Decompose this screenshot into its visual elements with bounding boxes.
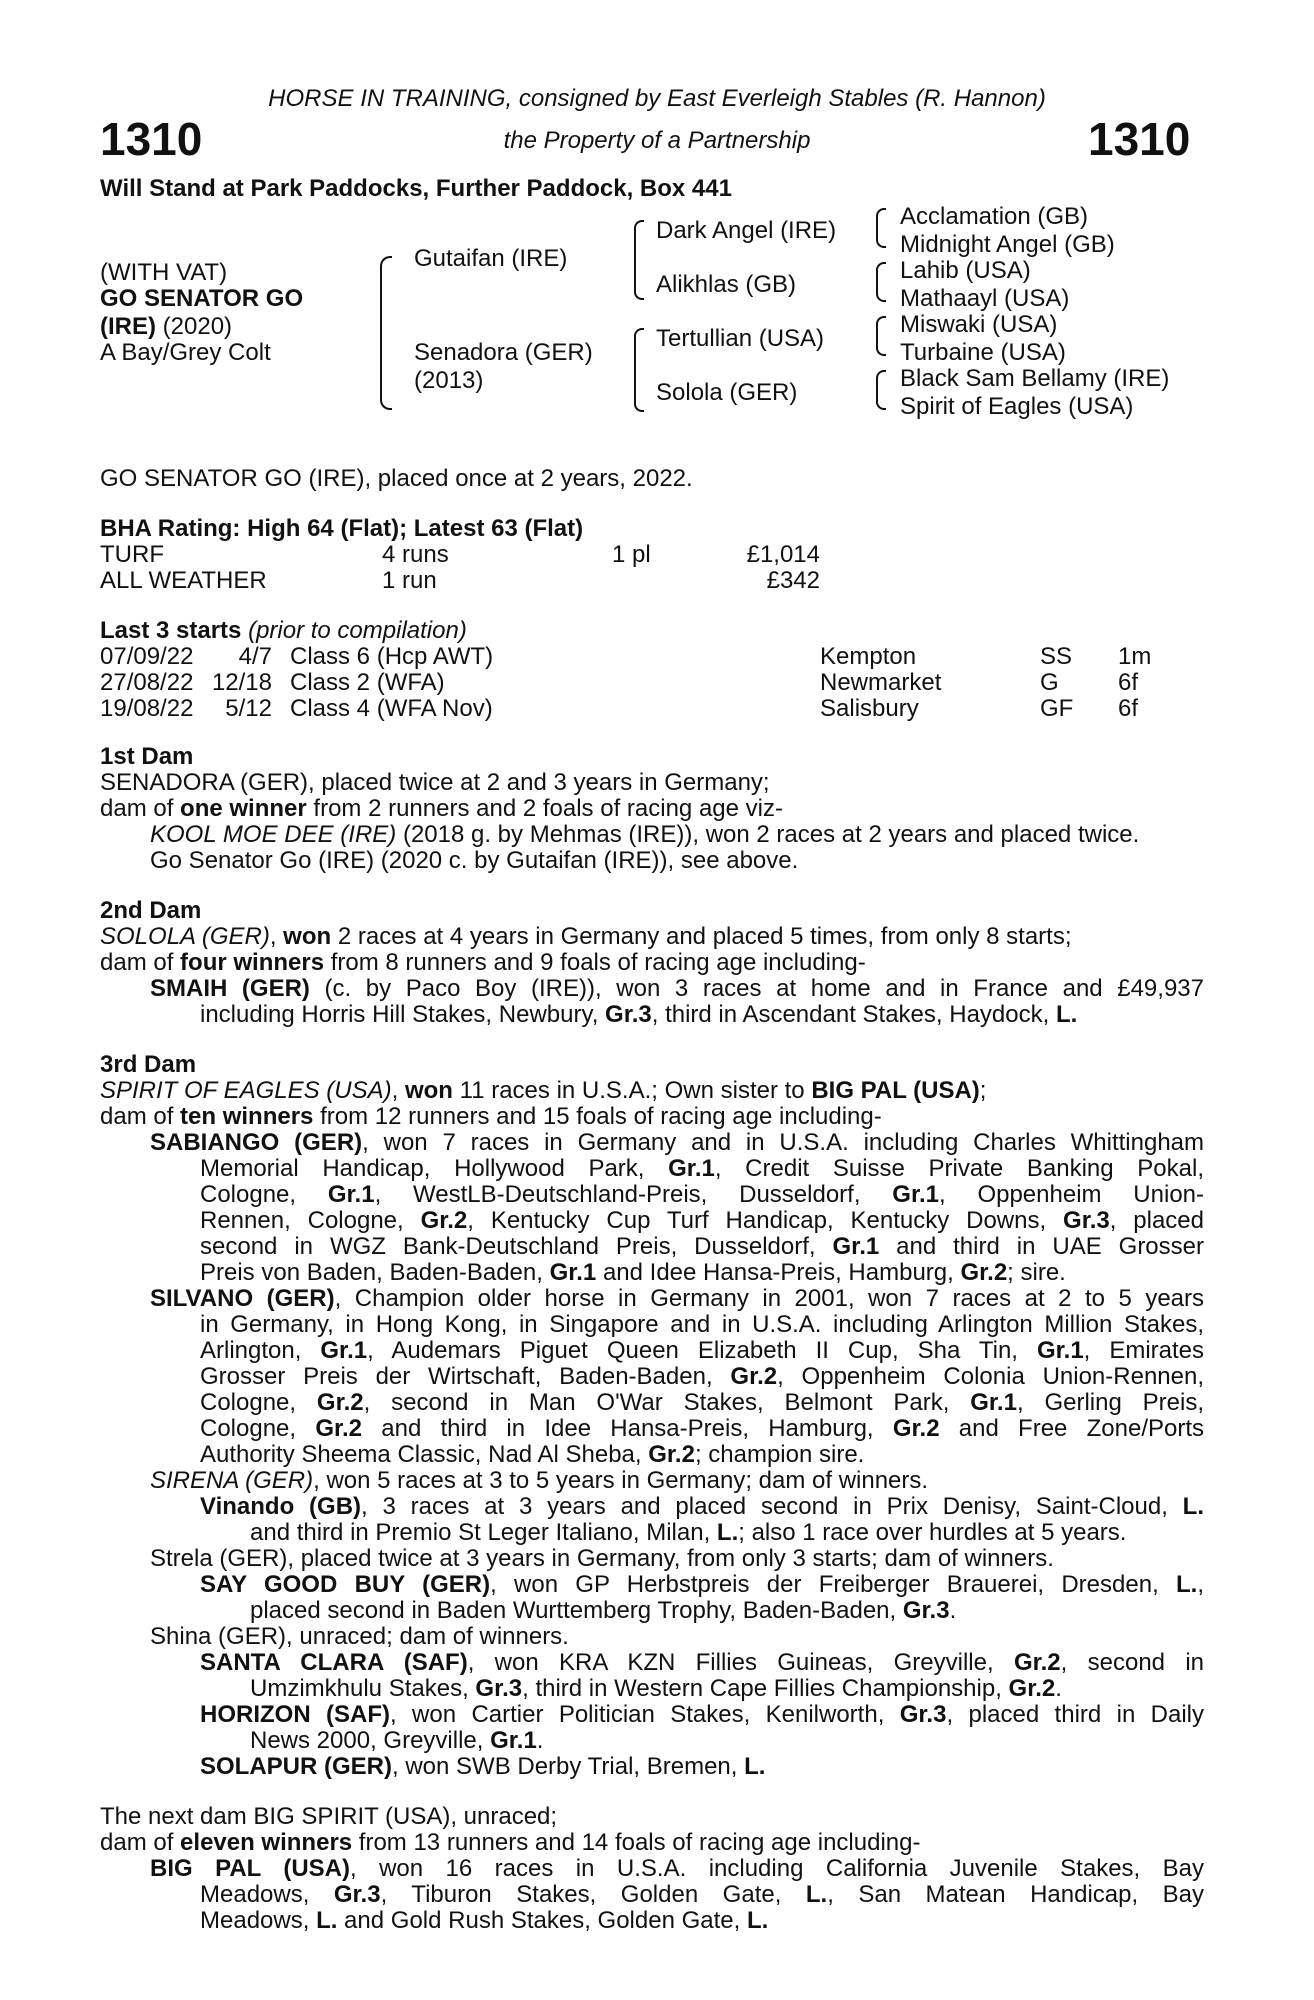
rating-runs: 4 runs [382,541,449,568]
dam3-line: SPIRIT OF EAGLES (USA), won 11 races in U.S.A.; Own sister to BIG PAL (USA); [100,1077,987,1104]
nextdam-line: The next dam BIG SPIRIT (USA), unraced; [100,1803,558,1830]
dam2-line: including Horris Hill Stakes, Newbury, Gr.3, third in Ascendant Stakes, Haydock, L. [200,1001,1078,1028]
start-race: Class 6 (Hcp AWT) [290,643,494,670]
dam3-line: Authority Sheema Classic, Nad Al Sheba, Gr.2; champion sire. [200,1441,865,1468]
nextdam-line: dam of eleven winners from 13 runners and 14 foals of racing age including- [100,1829,921,1856]
rating-placed: 1 pl [612,541,651,568]
dam3-line: SABIANGO (GER), won 7 races in Germany and in U.S.A. including Charles Whittingham [150,1129,1205,1156]
header-title: HORSE IN TRAINING, consigned by East Everleigh Stables (R. Hannon) [268,85,1046,112]
dam1-heading: 1st Dam [100,743,194,770]
vat-note: (WITH VAT) [100,259,228,286]
rating-runs: 1 run [382,567,437,594]
pedigree-dss: Miswaki (USA) [900,311,1058,338]
lot-number-right: 1310 [1088,113,1191,165]
dam3-line: SANTA CLARA (SAF), won KRA KZN Fillies Guineas, Greyville, Gr.2, second in [200,1649,1205,1676]
rating-prize: £342 [766,567,820,594]
horse-name-line2: (IRE) (2020) [100,313,233,340]
start-distance: 6f [1118,695,1139,722]
pedigree-ssd: Midnight Angel (GB) [900,231,1115,258]
brace-gen3-2 [876,262,886,302]
dam3-line: Umzimkhulu Stakes, Gr.3, third in Western Cape Fillies Championship, Gr.2. [250,1675,1062,1702]
dam3-line: Memorial Handicap, Hollywood Park, Gr.1, Credit Suisse Private Banking Pokal, [200,1155,1204,1182]
start-going: G [1040,669,1059,696]
dam2-line: dam of four winners from 8 runners and 9 foals of racing age including- [100,949,866,976]
dam3-line: and third in Premio St Leger Italiano, Milan, L.; also 1 race over hurdles at 5 years. [250,1519,1127,1546]
brace-sire-parents [634,220,644,300]
nextdam-line: Meadows, Gr.3, Tiburon Stakes, Golden Gate, L., San Matean Handicap, Bay [200,1881,1204,1908]
dam3-line: Grosser Preis der Wirtschaft, Baden-Baden, Gr.2, Oppenheim Colonia Union-Rennen, [200,1363,1205,1390]
bha-rating-heading: BHA Rating: High 64 (Flat); Latest 63 (Flat) [100,515,584,542]
dam3-line: Rennen, Cologne, Gr.2, Kentucky Cup Turf Handicap, Kentucky Downs, Gr.3, placed [200,1207,1205,1234]
pedigree-ddd: Spirit of Eagles (USA) [900,393,1134,420]
rating-surface: ALL WEATHER [100,567,267,594]
start-course: Kempton [820,643,917,670]
dam3-line: SAY GOOD BUY (GER), won GP Herbstpreis der Freiberger Brauerei, Dresden, L., [200,1571,1204,1598]
start-position: 12/18 [211,669,272,696]
dam3-line: News 2000, Greyville, Gr.1. [250,1727,544,1754]
pedigree-dam-dam: Solola (GER) [656,379,798,406]
dam3-line: SIRENA (GER), won 5 races at 3 to 5 years in Germany; dam of winners. [150,1467,929,1494]
dam1-line: KOOL MOE DEE (IRE) (2018 g. by Mehmas (IRE)), won 2 races at 2 years and placed twice. [150,821,1140,848]
start-position: 5/12 [225,695,272,722]
dam3-line: Strela (GER), placed twice at 3 years in Germany, from only 3 starts; dam of winners. [150,1545,1054,1572]
nextdam-line: BIG PAL (USA), won 16 races in U.S.A. including California Juvenile Stakes, Bay [150,1855,1204,1882]
brace-gen3-4 [876,370,886,410]
rating-prize: £1,014 [746,541,820,568]
horse-description: A Bay/Grey Colt [100,339,271,366]
dam1-line: SENADORA (GER), placed twice at 2 and 3 years in Germany; [100,769,770,796]
pedigree-sdd: Mathaayl (USA) [900,285,1070,312]
start-date: 19/08/22 [100,695,194,722]
pedigree-dam: Senadora (GER) [414,339,593,366]
dam3-line: placed second in Baden Wurttemberg Trophy, Baden-Baden, Gr.3. [250,1597,957,1624]
horse-name: GO SENATOR GO [100,285,304,312]
dam3-line: in Germany, in Hong Kong, in Singapore and in U.S.A. including Arlington Million Stakes, [200,1311,1204,1338]
last-starts-heading: Last 3 starts (prior to compilation) [100,617,467,644]
pedigree-sire: Gutaifan (IRE) [414,245,568,272]
dam3-line: Preis von Baden, Baden-Baden, Gr.1 and Idee Hansa-Preis, Hamburg, Gr.2; sire. [200,1259,1066,1286]
dam2-heading: 2nd Dam [100,897,202,924]
dam2-line: SMAIH (GER) (c. by Paco Boy (IRE)), won 3 races at home and in France and £49,937 [150,975,1204,1002]
dam3-line: Vinando (GB), 3 races at 3 years and placed second in Prix Denisy, Saint-Cloud, L. [200,1493,1204,1520]
dam3-line: SILVANO (GER), Champion older horse in Germany in 2001, won 7 races at 2 to 5 years [150,1285,1205,1312]
start-race: Class 2 (WFA) [290,669,445,696]
header-subtitle: the Property of a Partnership [503,127,811,154]
nextdam-line: Meadows, L. and Gold Rush Stakes, Golden Gate, L. [200,1907,769,1934]
start-going: SS [1040,643,1073,670]
start-date: 27/08/22 [100,669,194,696]
dam3-heading: 3rd Dam [100,1051,197,1078]
start-date: 07/09/22 [100,643,194,670]
start-course: Newmarket [820,669,942,696]
start-race: Class 4 (WFA Nov) [290,695,493,722]
dam1-line: dam of one winner from 2 runners and 2 foals of racing age viz- [100,795,783,822]
location: Will Stand at Park Paddocks, Further Paddock, Box 441 [100,175,732,202]
dam3-line: Cologne, Gr.1, WestLB-Deutschland-Preis, Dusseldorf, Gr.1, Oppenheim Union- [200,1181,1204,1208]
dam2-line: SOLOLA (GER), won 2 races at 4 years in Germany and placed 5 times, from only 8 starts; [100,923,1072,950]
brace-sire-dam [380,256,392,410]
race-summary: GO SENATOR GO (IRE), placed once at 2 years, 2022. [100,465,693,492]
pedigree-sire-sire: Dark Angel (IRE) [656,217,837,244]
pedigree-dam-sire: Tertullian (USA) [656,325,825,352]
dam3-line: SOLAPUR (GER), won SWB Derby Trial, Bremen, L. [200,1753,766,1780]
dam3-line: Cologne, Gr.2 and third in Idee Hansa-Preis, Hamburg, Gr.2 and Free Zone/Ports [200,1415,1205,1442]
dam3-line: Shina (GER), unraced; dam of winners. [150,1623,569,1650]
start-course: Salisbury [820,695,919,722]
brace-gen3-1 [876,208,886,248]
pedigree-dsd: Turbaine (USA) [900,339,1066,366]
pedigree-sss: Acclamation (GB) [900,203,1089,230]
start-distance: 6f [1118,669,1139,696]
pedigree-sds: Lahib (USA) [900,257,1031,284]
pedigree-sire-dam: Alikhlas (GB) [656,271,797,298]
pedigree-dam-year: (2013) [414,367,484,394]
rating-surface: TURF [100,541,164,568]
start-going: GF [1040,695,1074,722]
dam3-line: second in WGZ Bank-Deutschland Preis, Dusseldorf, Gr.1 and third in UAE Grosser [200,1233,1204,1260]
lot-number-left: 1310 [100,113,203,165]
start-position: 4/7 [238,643,272,670]
dam3-line: dam of ten winners from 12 runners and 15 foals of racing age including- [100,1103,882,1130]
brace-gen3-3 [876,316,886,356]
dam3-line: HORIZON (SAF), won Cartier Politician Stakes, Kenilworth, Gr.3, placed third in Daily [200,1701,1205,1728]
pedigree-dds: Black Sam Bellamy (IRE) [900,365,1170,392]
dam1-line: Go Senator Go (IRE) (2020 c. by Gutaifan (IRE)), see above. [150,847,799,874]
dam3-line: Cologne, Gr.2, second in Man O'War Stakes, Belmont Park, Gr.1, Gerling Preis, [200,1389,1205,1416]
dam3-line: Arlington, Gr.1, Audemars Piguet Queen Elizabeth II Cup, Sha Tin, Gr.1, Emirates [200,1337,1205,1364]
start-distance: 1m [1118,643,1152,670]
brace-dam-parents [634,328,644,412]
